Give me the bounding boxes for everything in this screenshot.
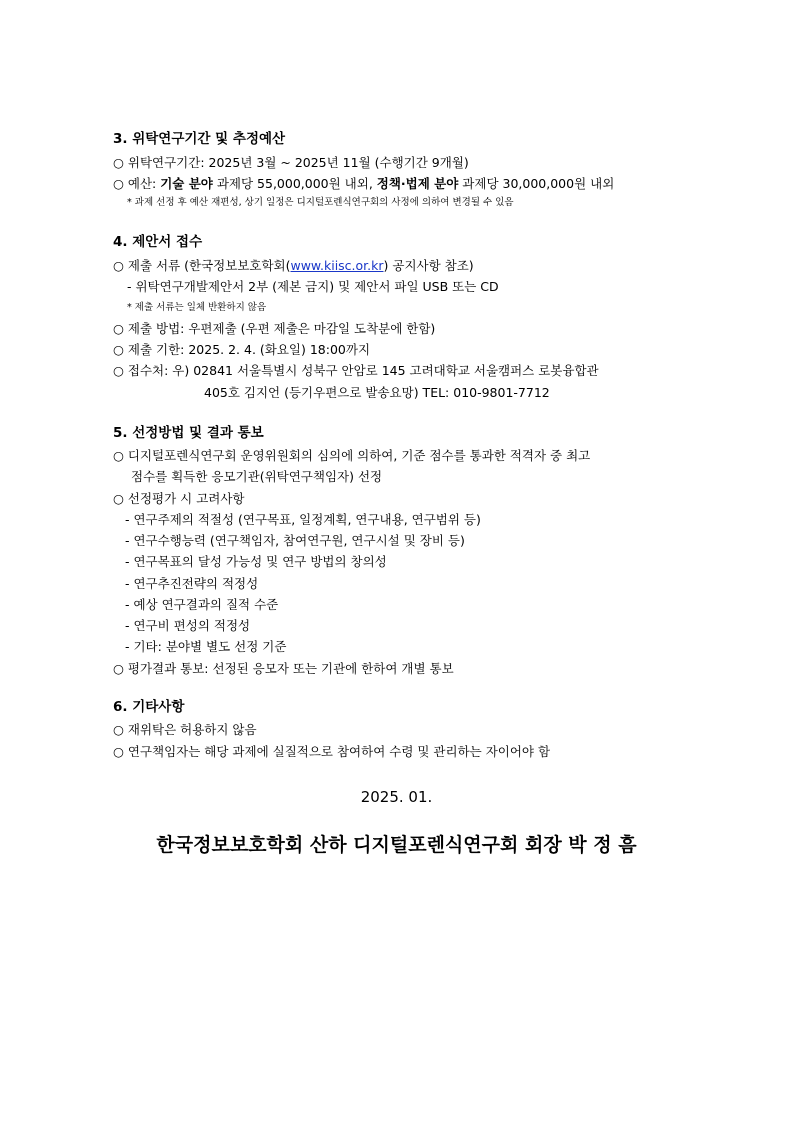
s5-selection-line: ○ 디지털포렌식연구회 운영위원회의 심의에 의하여, 기준 점수를 통과한 적격자 중 최고 bbox=[113, 448, 591, 463]
s4-address-line: ○ 접수처: 우) 02841 서울특별시 성북구 안암로 145 고려대학교 서울캠퍼스 로봇융합관 bbox=[113, 363, 599, 378]
s3-policy-field: 정책·법제 분야 bbox=[376, 176, 459, 191]
signature-line: 한국정보보호학회 산하 디지털포렌식연구회 회장 박 정 흠 bbox=[156, 834, 637, 856]
s5-criteria-item: - 연구주제의 적절성 (연구목표, 일정계획, 연구내용, 연구범위 등) bbox=[125, 512, 481, 527]
s3-policy-amount: 과제당 30,000,000원 내외 bbox=[458, 176, 615, 191]
s6-subcontract-line: ○ 재위탁은 허용하지 않음 bbox=[113, 722, 257, 737]
s6-responsibility-line: ○ 연구책임자는 해당 과제에 실질적으로 참여하여 수령 및 관리하는 자이어야 함 bbox=[113, 744, 551, 759]
kiisc-link[interactable]: www.kiisc.or.kr bbox=[290, 258, 384, 273]
s4-note: * 제출 서류는 일체 반환하지 않음 bbox=[127, 302, 267, 313]
s5-notification-line: ○ 평가결과 통보: 선정된 응모자 또는 기관에 한하여 개별 통보 bbox=[113, 661, 454, 676]
s4-deadline-line: ○ 제출 기한: 2025. 2. 4. (화요일) 18:00까지 bbox=[113, 342, 371, 357]
s3-budget-prefix: ○ 예산: bbox=[113, 176, 161, 191]
s5-criteria-item: - 연구추진전략의 적정성 bbox=[125, 576, 259, 591]
s3-note: * 과제 선정 후 예산 재편성, 상기 일정은 디지털포렌식연구회의 사정에 의하여 변경될 수 있음 bbox=[127, 197, 514, 208]
s5-criteria-item: - 연구비 편성의 적정성 bbox=[125, 618, 251, 633]
s5-selection-line-2: 점수를 획득한 응모기관(위탁연구책임자) 선정 bbox=[131, 469, 383, 484]
s3-period-line: ○ 위탁연구기간: 2025년 3월 ~ 2025년 11월 (수행기간 9개월) bbox=[113, 155, 469, 170]
s4-address-line-2: 405호 김지언 (등기우편으로 발송요망) TEL: 010-9801-7712 bbox=[204, 385, 550, 400]
section-4-title: 4. 제안서 접수 bbox=[113, 234, 203, 250]
s5-criteria-item: - 연구수행능력 (연구책임자, 참여연구원, 연구시설 및 장비 등) bbox=[125, 533, 465, 548]
s4-documents-prefix: ○ 제출 서류 (한국정보보호학회( bbox=[113, 258, 291, 273]
section-3-title: 3. 위탁연구기간 및 추정예산 bbox=[113, 131, 286, 147]
s4-documents-line bbox=[113, 258, 474, 274]
s4-method-line: ○ 제출 방법: 우편제출 (우편 제출은 마감일 도착분에 한함) bbox=[113, 321, 436, 336]
document-date: 2025. 01. bbox=[360, 788, 433, 806]
s3-tech-field: 기술 분야 bbox=[160, 176, 213, 191]
section-5-title: 5. 선정방법 및 결과 통보 bbox=[113, 425, 264, 441]
s3-tech-amount: 과제당 55,000,000원 내외, bbox=[212, 176, 377, 191]
s5-criteria-title: ○ 선정평가 시 고려사항 bbox=[113, 491, 245, 506]
s4-documents-suffix: ) 공지사항 참조) bbox=[383, 258, 474, 273]
s5-criteria-item: - 기타: 분야별 별도 선정 기준 bbox=[125, 639, 287, 654]
s4-documents-detail: - 위탁연구개발제안서 2부 (제본 금지) 및 제안서 파일 USB 또는 CD bbox=[127, 279, 499, 294]
s3-budget-line bbox=[113, 176, 614, 192]
section-6-title: 6. 기타사항 bbox=[113, 699, 185, 715]
s5-criteria-item: - 연구목표의 달성 가능성 및 연구 방법의 창의성 bbox=[125, 554, 387, 569]
s5-criteria-item: - 예상 연구결과의 질적 수준 bbox=[125, 597, 279, 612]
